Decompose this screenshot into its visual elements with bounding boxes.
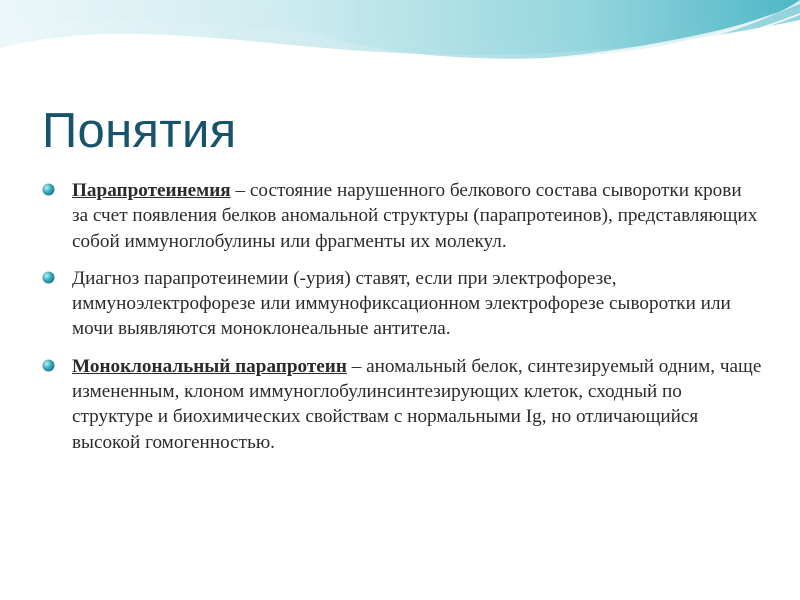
- bullet-term: Моноклональный парапротеин: [72, 355, 347, 377]
- teal-sphere-bullet-icon: [42, 271, 55, 284]
- bullet-item: [42, 178, 762, 254]
- header-wave-decoration: [0, 0, 800, 90]
- bullet-item: [42, 266, 762, 342]
- bullet-term: Парапротеинемия: [72, 180, 231, 201]
- bullet-text: – аномальный белок, синтезируемый одним, чаще измененным, клоном иммуноглобулинсинтезирующих клеток, сходный по структуре и биохимических свойствам с нормальными Ig, но отличающийся высокой гомогенностью.: [72, 355, 762, 453]
- slide-title: Понятия: [42, 104, 237, 158]
- bullet-text: – состояние нарушенного белкового состава сыворотки крови за счет появления белков аномальной структуры (парапротеинов), представляющих собой иммуноглобулины или фрагменты их молекул.: [72, 180, 758, 252]
- bullet-list: [42, 178, 762, 467]
- bullet-text: Диагноз парапротеинемии (-урия) ставят, если при электрофорезе, иммуноэлектрофорезе или иммунофиксационном электрофорезе сыворотки или мочи выявляются моноклонеальные антитела.: [72, 267, 731, 340]
- teal-sphere-bullet-icon: [42, 359, 55, 372]
- bullet-item: [42, 354, 762, 455]
- teal-sphere-bullet-icon: [42, 183, 55, 196]
